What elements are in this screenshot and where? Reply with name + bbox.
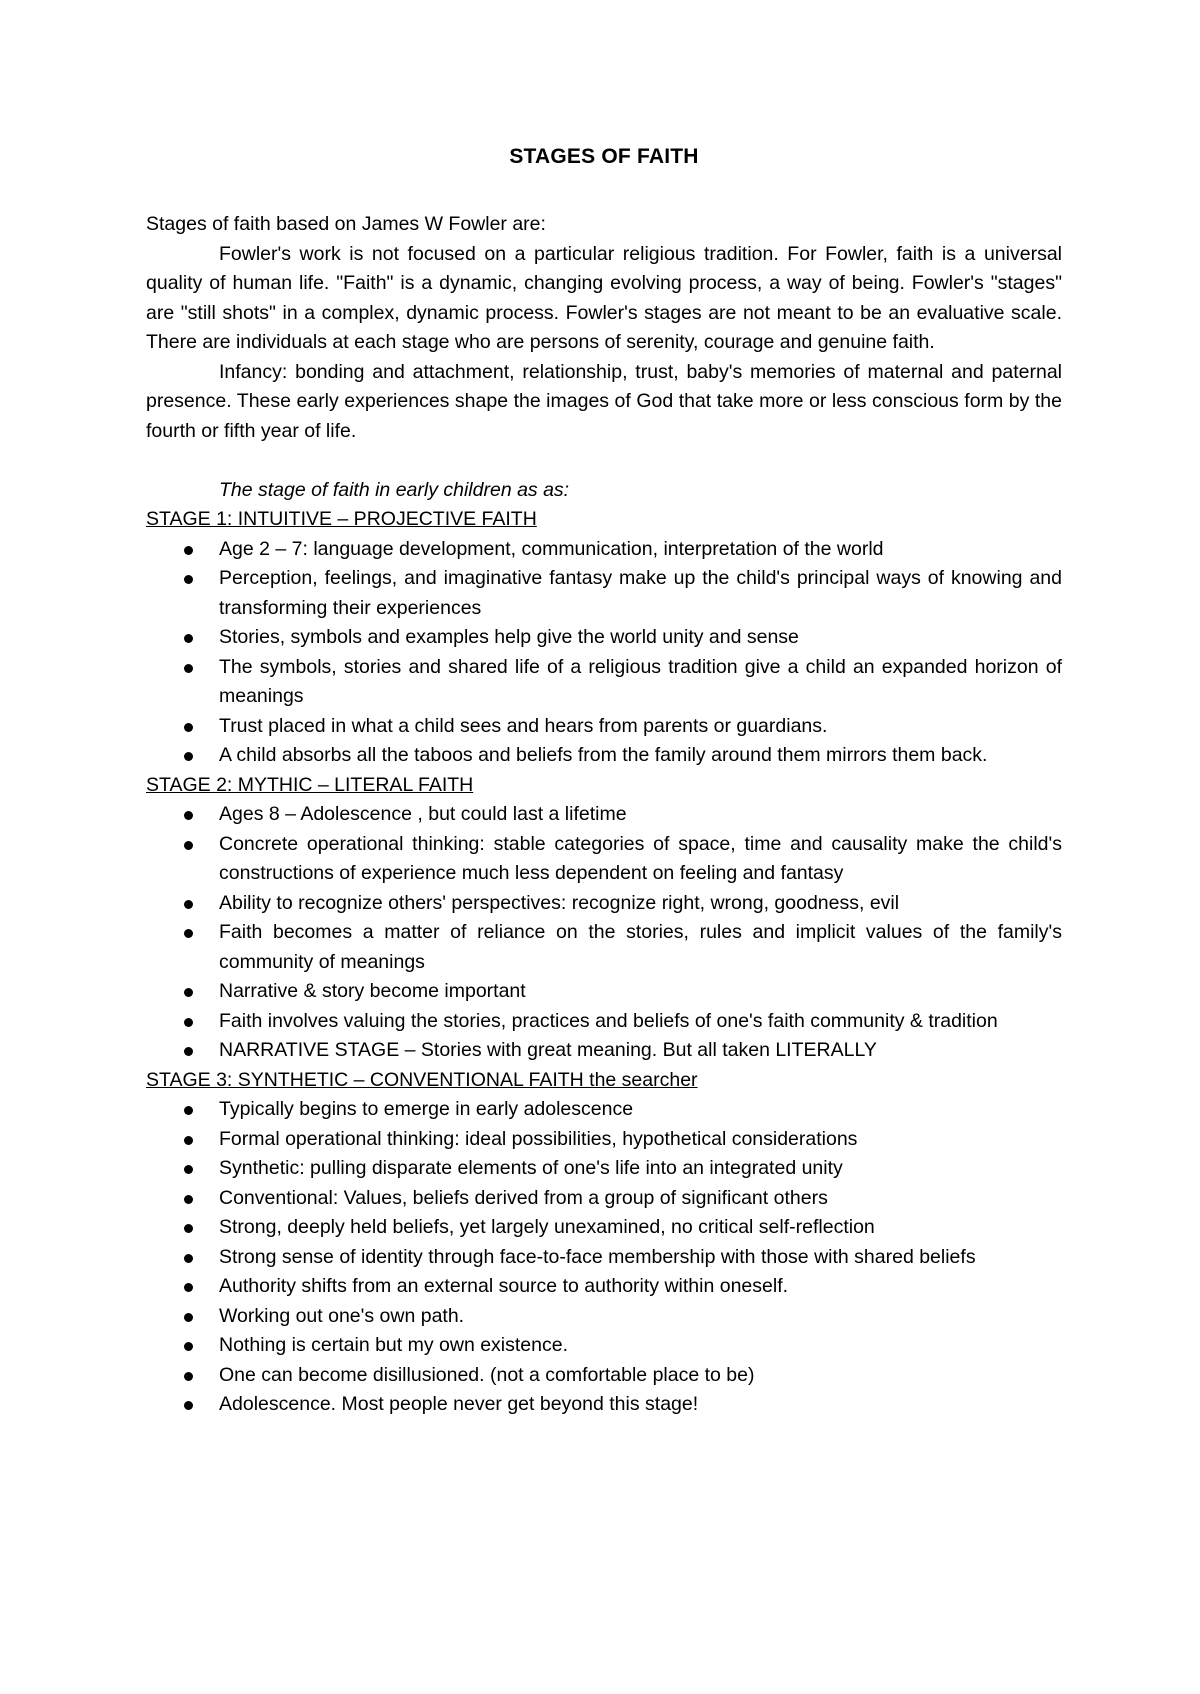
bullet-icon: [184, 811, 193, 820]
stage-section-2: [146, 771, 1062, 1066]
bullet-icon: [184, 1283, 193, 1292]
bullet-item: The symbols, stories and shared life of a religious tradition give a child an expanded horizon of meanings: [146, 653, 1062, 712]
bullet-icon: [184, 1342, 193, 1351]
stage-heading: STAGE 3: SYNTHETIC – CONVENTIONAL FAITH the searcher: [146, 1068, 698, 1091]
bullet-item: Authority shifts from an external source to authority within oneself.: [146, 1272, 1062, 1302]
bullet-icon: [184, 1106, 193, 1115]
bullet-item: A child absorbs all the taboos and beliefs from the family around them mirrors them back.: [146, 741, 1062, 771]
bullet-icon: [184, 1018, 193, 1027]
bullet-list: [146, 1095, 1062, 1420]
bullet-icon: [184, 1254, 193, 1263]
bullet-item: Nothing is certain but my own existence.: [146, 1331, 1062, 1361]
paragraph-fowler: Fowler's work is not focused on a particular religious tradition. For Fowler, faith is a universal quality of human life. "Faith" is a dynamic, changing evolving process, a way of being. Fowler's "stages" are "still shots" in a complex, dynamic process. Fowler's stages are not meant to be an evaluative scale. There are individuals at each stage who are persons of serenity, courage and genuine faith.: [146, 242, 1062, 353]
bullet-item: One can become disillusioned. (not a comfortable place to be): [146, 1361, 1062, 1391]
bullet-item: Narrative & story become important: [146, 977, 1062, 1007]
stage-heading: STAGE 2: MYTHIC – LITERAL FAITH: [146, 773, 474, 796]
bullet-item: Strong, deeply held beliefs, yet largely unexamined, no critical self-reflection: [146, 1213, 1062, 1243]
bullet-icon: [184, 546, 193, 555]
bullet-icon: [184, 752, 193, 761]
subtitle: The stage of faith in early children as as:: [219, 478, 570, 501]
bullet-icon: [184, 1165, 193, 1174]
bullet-icon: [184, 929, 193, 938]
bullet-item: Conventional: Values, beliefs derived from a group of significant others: [146, 1184, 1062, 1214]
bullet-item: NARRATIVE STAGE – Stories with great meaning. But all taken LITERALLY: [146, 1036, 1062, 1066]
bullet-icon: [184, 575, 193, 584]
bullet-icon: [184, 1401, 193, 1410]
bullet-icon: [184, 634, 193, 643]
stage-section-1: [146, 505, 1062, 771]
paragraph-infancy: Infancy: bonding and attachment, relationship, trust, baby's memories of maternal and paternal presence. These early experiences shape the images of God that take more or less conscious form by the fourth or fifth year of life.: [146, 360, 1062, 442]
bullet-icon: [184, 841, 193, 850]
bullet-icon: [184, 1313, 193, 1322]
bullet-icon: [184, 1136, 193, 1145]
bullet-icon: [184, 988, 193, 997]
bullet-icon: [184, 1372, 193, 1381]
bullet-item: Strong sense of identity through face-to-face membership with those with shared beliefs: [146, 1243, 1062, 1273]
document-body: [146, 210, 1062, 1420]
bullet-item: Formal operational thinking: ideal possibilities, hypothetical considerations: [146, 1125, 1062, 1155]
stage-section-3: [146, 1066, 1062, 1420]
bullet-icon: [184, 664, 193, 673]
bullet-item: Adolescence. Most people never get beyond this stage!: [146, 1390, 1062, 1420]
bullet-item: Typically begins to emerge in early adolescence: [146, 1095, 1062, 1125]
bullet-list: [146, 800, 1062, 1066]
bullet-item: Ability to recognize others' perspectives: recognize right, wrong, goodness, evil: [146, 889, 1062, 919]
bullet-item: Trust placed in what a child sees and hears from parents or guardians.: [146, 712, 1062, 742]
bullet-item: Faith involves valuing the stories, practices and beliefs of one's faith community & tradition: [146, 1007, 1062, 1037]
bullet-icon: [184, 900, 193, 909]
bullet-item: Working out one's own path.: [146, 1302, 1062, 1332]
bullet-icon: [184, 1224, 193, 1233]
bullet-item: Age 2 – 7: language development, communication, interpretation of the world: [146, 535, 1062, 565]
intro-line: Stages of faith based on James W Fowler are:: [146, 213, 546, 235]
stage-heading: STAGE 1: INTUITIVE – PROJECTIVE FAITH: [146, 508, 537, 530]
bullet-item: Perception, feelings, and imaginative fantasy make up the child's principal ways of knowing and transforming their experiences: [146, 564, 1062, 623]
bullet-item: Ages 8 – Adolescence , but could last a lifetime: [146, 800, 1062, 830]
spacer: [146, 446, 1062, 476]
bullet-item: Faith becomes a matter of reliance on the stories, rules and implicit values of the family's community of meanings: [146, 918, 1062, 977]
bullet-item: Concrete operational thinking: stable categories of space, time and causality make the child's constructions of experience much less dependent on feeling and fantasy: [146, 830, 1062, 889]
bullet-item: Stories, symbols and examples help give the world unity and sense: [146, 623, 1062, 653]
bullet-icon: [184, 1195, 193, 1204]
bullet-icon: [184, 723, 193, 732]
bullet-list: [146, 535, 1062, 771]
bullet-icon: [184, 1047, 193, 1056]
document-title: STAGES OF FAITH: [509, 145, 699, 168]
bullet-item: Synthetic: pulling disparate elements of one's life into an integrated unity: [146, 1154, 1062, 1184]
